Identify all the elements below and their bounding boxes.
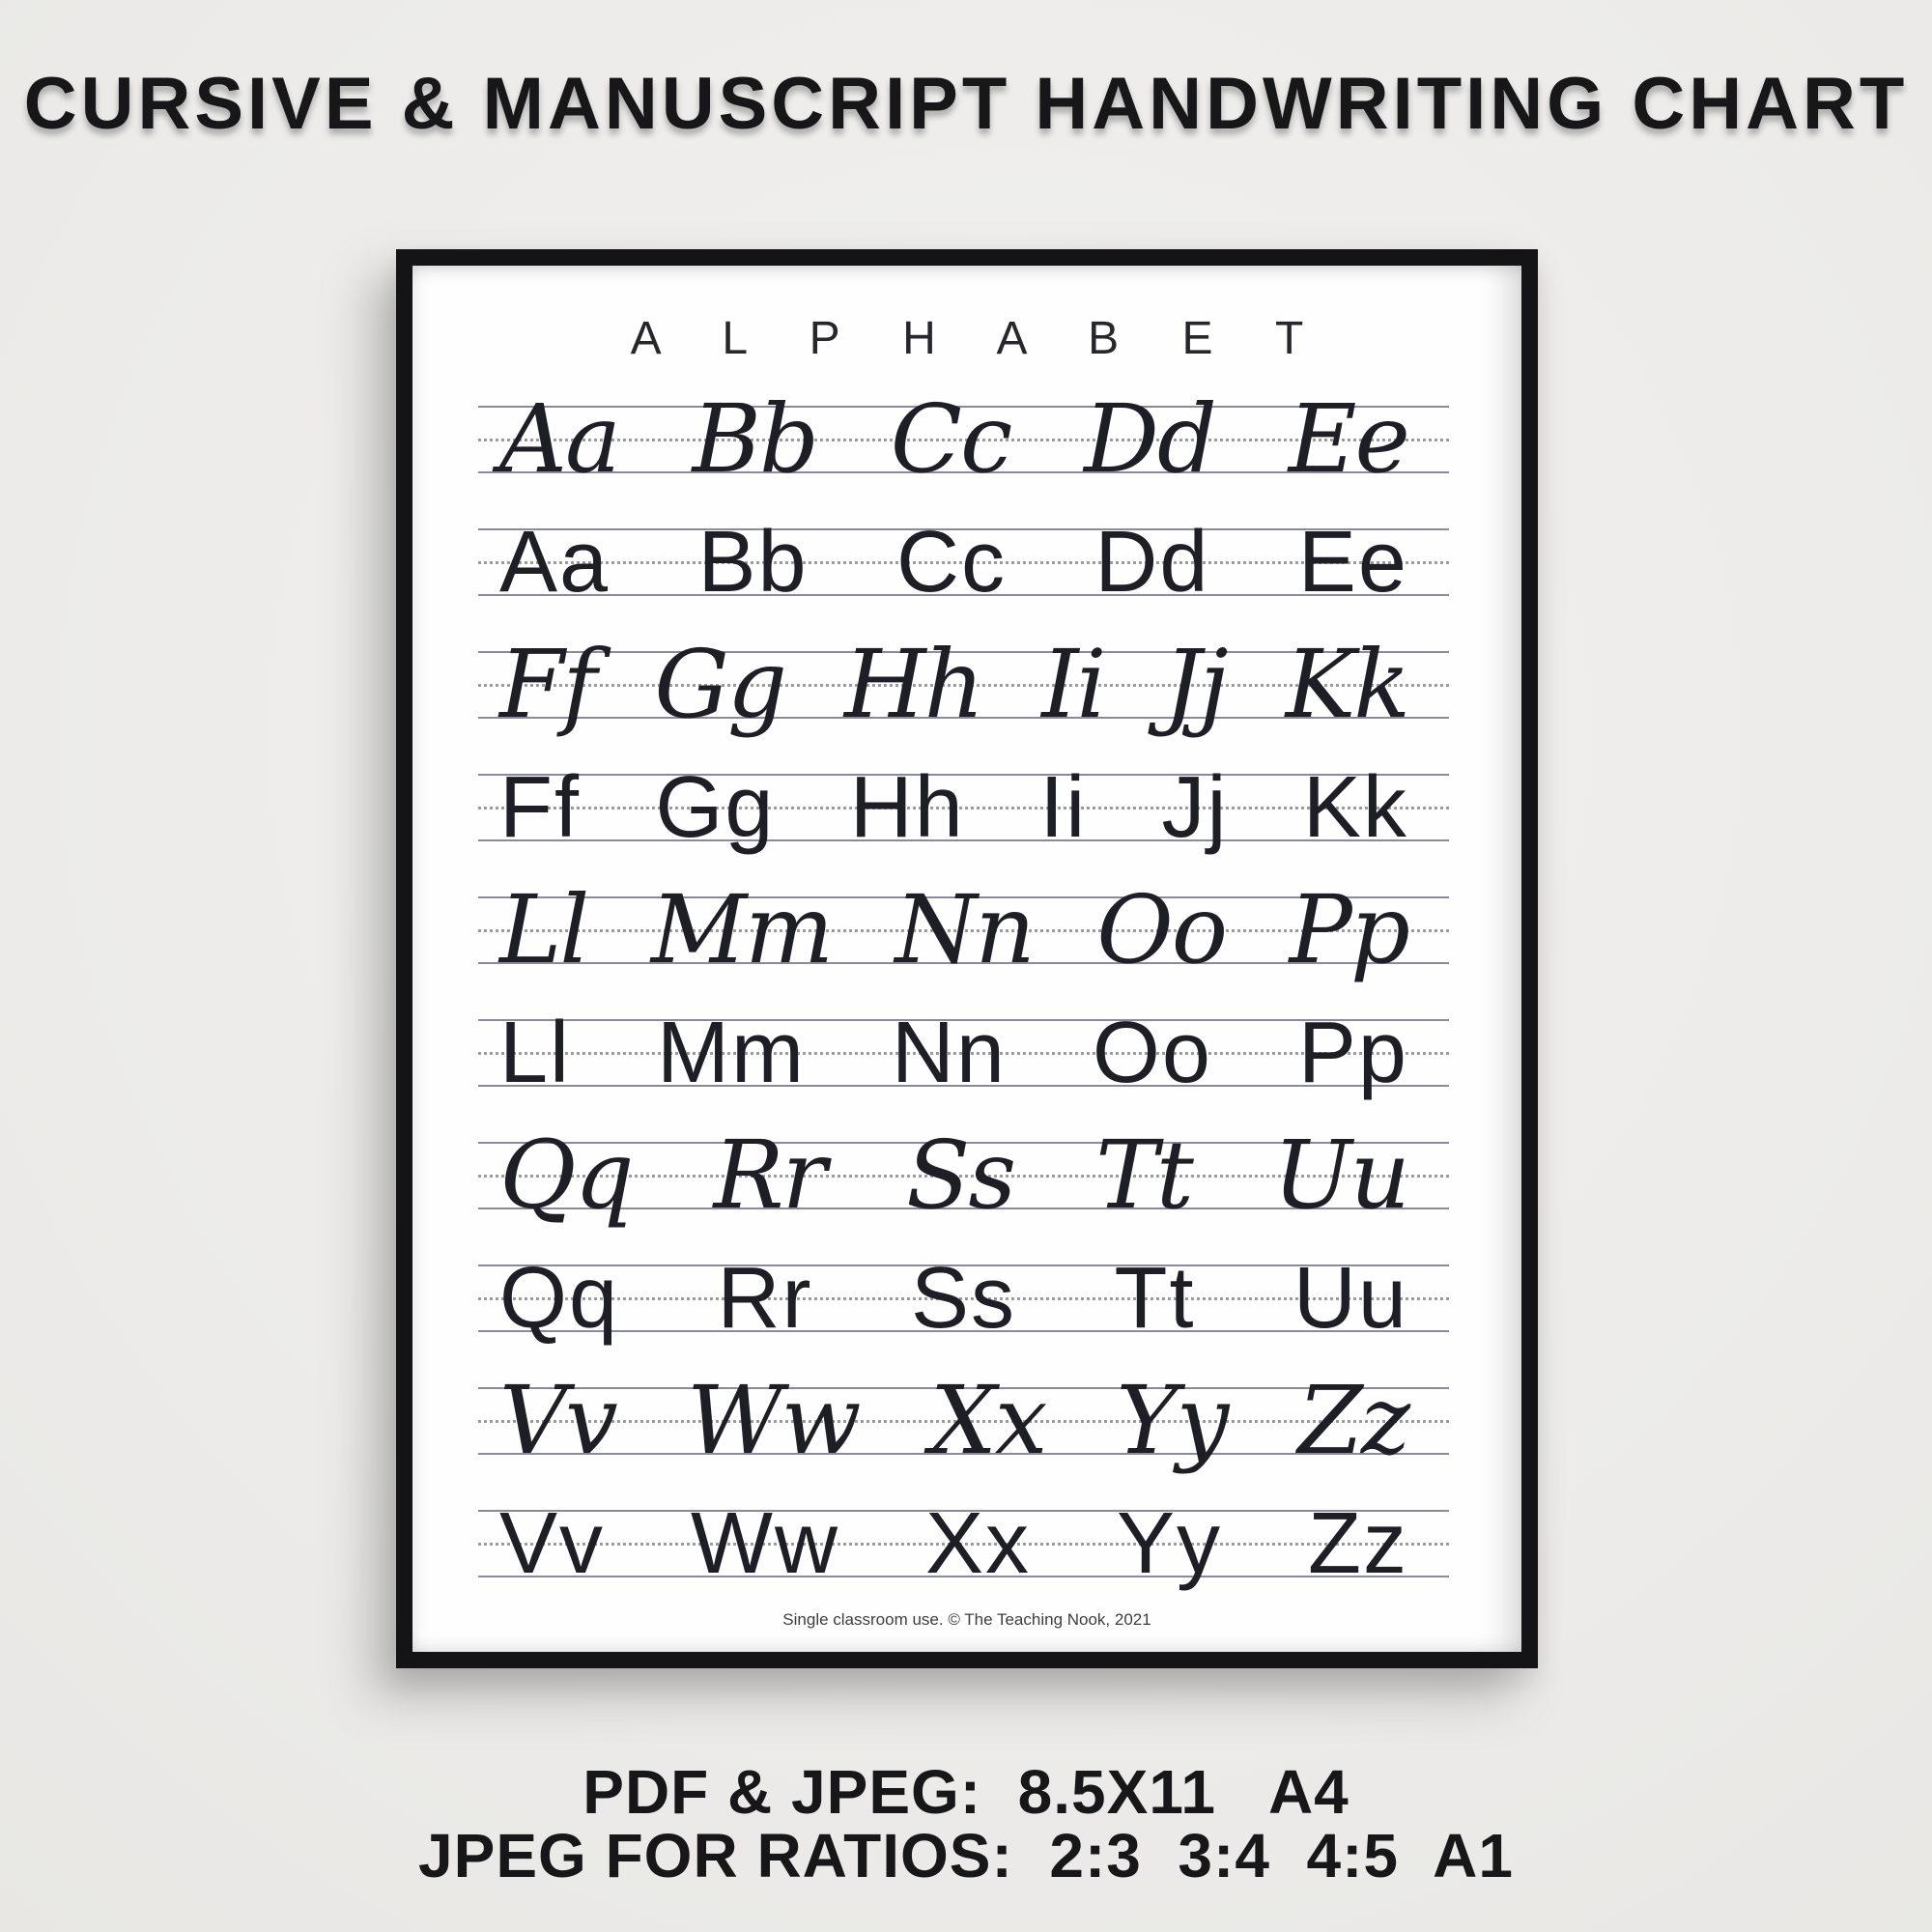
letter-pair: Dd: [1084, 384, 1215, 494]
format-info: [0, 1757, 1932, 1890]
letter-pair: Ee: [1288, 384, 1408, 494]
alphabet-row-manuscript: [478, 1495, 1449, 1592]
format-line-2: JPEG FOR RATIOS: 2:3 3:4 4:5 A1: [418, 1821, 1514, 1890]
alphabet-row-manuscript: [478, 759, 1449, 856]
letter-pair: Kk: [1302, 759, 1408, 856]
letter-pair: Ff: [499, 759, 581, 856]
letter-pair: Uu: [1293, 1250, 1408, 1347]
alphabet-row-manuscript: [478, 514, 1449, 611]
alphabet-row-cursive: [478, 1366, 1449, 1475]
letter-pair: Ii: [1039, 759, 1088, 856]
letter-pair: Cc: [890, 384, 1011, 494]
letter-pair: Cc: [896, 514, 1007, 611]
poster-paper: [412, 266, 1521, 1652]
letter-pair: Ee: [1297, 514, 1408, 611]
letter-pair: Dd: [1094, 514, 1210, 611]
letter-pair: Aa: [499, 384, 619, 494]
letter-pair: Ww: [686, 1366, 860, 1475]
letter-pair: Bb: [692, 384, 818, 494]
letter-pair: Hh: [844, 630, 983, 739]
alphabet-row-manuscript: [478, 1250, 1449, 1347]
letter-pair: Nn: [895, 875, 1034, 984]
letter-pair: Rr: [717, 1250, 813, 1347]
letter-pair: Tt: [1095, 1121, 1192, 1230]
poster-title: A L P H A B E T: [630, 313, 1329, 364]
letter-pair: Hh: [849, 759, 965, 856]
letter-pair: Ss: [910, 1250, 1016, 1347]
page-title: CURSIVE & MANUSCRIPT HANDWRITING CHART: [23, 63, 1909, 145]
letter-pair: Oo: [1092, 1005, 1212, 1101]
letter-pair: Aa: [499, 514, 611, 611]
letter-pair: Mm: [650, 875, 833, 984]
letter-pair: Qq: [499, 1250, 620, 1347]
letter-pair: Oo: [1096, 875, 1227, 984]
format-line-1: PDF & JPEG: 8.5X11 A4: [582, 1757, 1350, 1827]
letter-pair: Jj: [1161, 759, 1229, 856]
letter-pair: Vv: [499, 1366, 616, 1475]
letter-pair: Rr: [713, 1121, 825, 1230]
letter-pair: Ww: [691, 1495, 839, 1592]
copyright-credit: Single classroom use. © The Teaching Nook, 2021: [782, 1610, 1151, 1629]
alphabet-row-cursive: [478, 875, 1449, 984]
letter-pair: Yy: [1116, 1366, 1228, 1475]
letter-pair: Mm: [657, 1005, 806, 1101]
alphabet-rows: [478, 384, 1449, 1592]
alphabet-row-cursive: [478, 630, 1449, 739]
letter-pair: Qq: [499, 1121, 633, 1230]
letter-pair: Ss: [905, 1121, 1015, 1230]
letter-pair: Pp: [1289, 875, 1408, 984]
letter-pair: Vv: [499, 1495, 606, 1592]
alphabet-row-cursive: [478, 1121, 1449, 1230]
letter-pair: Xx: [924, 1495, 1031, 1592]
letter-pair: Tt: [1114, 1250, 1196, 1347]
letter-pair: Zz: [1297, 1366, 1408, 1475]
letter-pair: Bb: [697, 514, 809, 611]
letter-pair: Nn: [891, 1005, 1007, 1101]
letter-pair: Gg: [654, 630, 785, 739]
letter-pair: Ll: [499, 875, 588, 984]
poster-frame: [396, 249, 1538, 1668]
letter-pair: Xx: [929, 1366, 1046, 1475]
letter-pair: Ii: [1041, 630, 1105, 739]
letter-pair: Jj: [1163, 630, 1227, 739]
letter-pair: Gg: [655, 759, 776, 856]
alphabet-row-manuscript: [478, 1005, 1449, 1101]
letter-pair: Ff: [499, 630, 596, 739]
letter-pair: Uu: [1272, 1121, 1408, 1230]
letter-pair: Kk: [1285, 630, 1408, 739]
letter-pair: Pp: [1297, 1005, 1408, 1101]
alphabet-row-cursive: [478, 384, 1449, 494]
letter-pair: Zz: [1307, 1495, 1408, 1592]
letter-pair: Ll: [499, 1005, 572, 1101]
letter-pair: Yy: [1116, 1495, 1222, 1592]
